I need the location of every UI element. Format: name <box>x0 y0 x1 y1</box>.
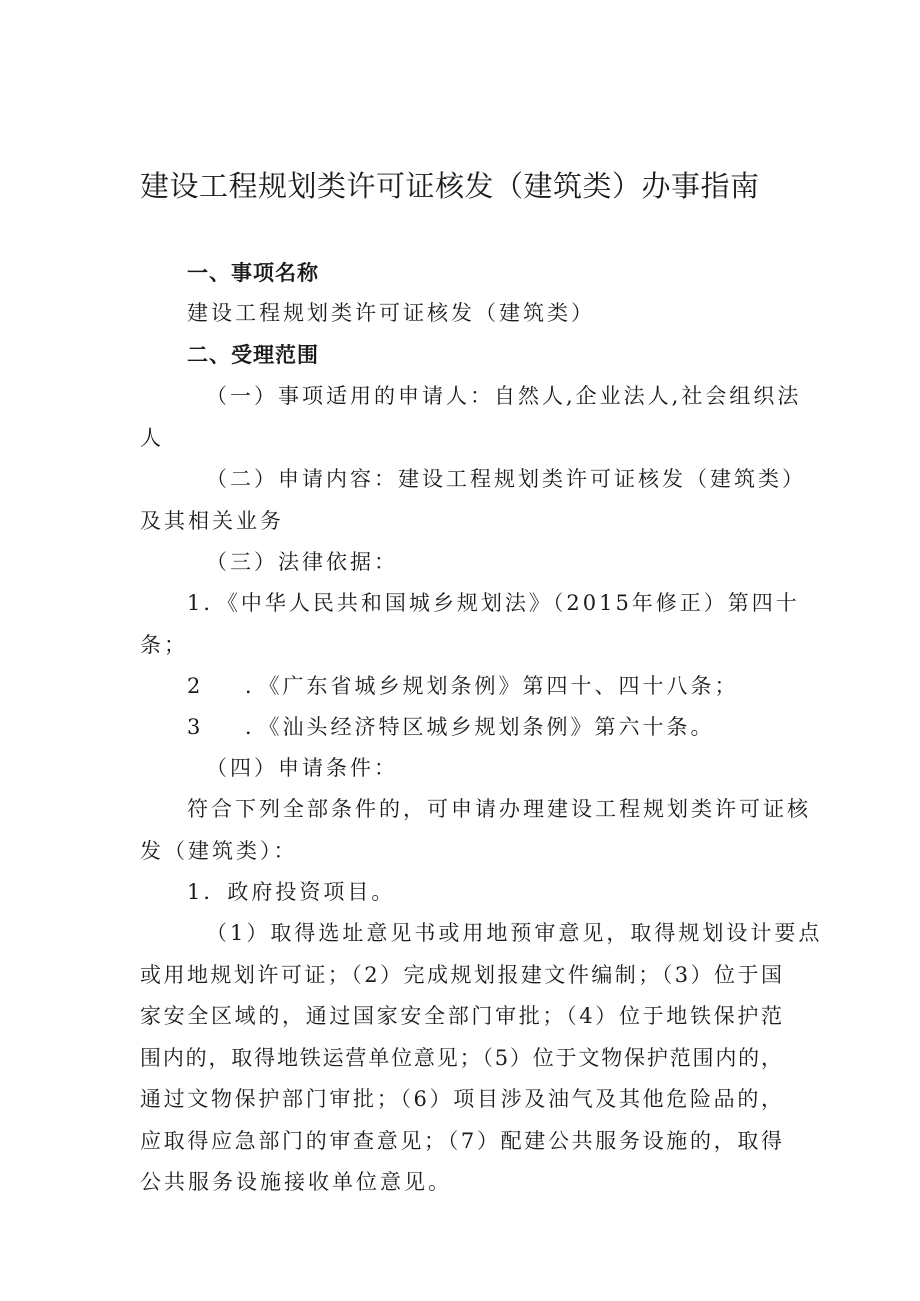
law-item-3 <box>187 712 715 742</box>
section-heading-scope: 二、受理范围 <box>187 343 319 367</box>
conditions-intro-line-2: 发（建筑类）： <box>140 839 298 863</box>
page-title: 建设工程规划类许可证核发（建筑类）办事指南 <box>140 169 760 203</box>
law-item-1-line-2: 条； <box>140 633 188 657</box>
conditions-list-line-5: 通过文物保护部门审批；（6）项目涉及油气及其他危险品的， <box>140 1087 782 1111</box>
conditions-list-line-1: （1）取得选址意见书或用地预审意见，取得规划设计要点 <box>206 921 823 945</box>
law-item-3-number: 3 <box>187 715 204 739</box>
law-item-1-line-1: 1．《中华人民共和国城乡规划法》（2015年修正）第四十 <box>187 591 800 615</box>
law-item-3-text: ．《汕头经济特区城乡规划条例》第六十条。 <box>245 715 715 739</box>
conditions-list-line-4: 围内的，取得地铁运营单位意见；（5）位于文物保护范围内的， <box>140 1046 782 1070</box>
conditions-list-line-6: 应取得应急部门的审查意见；（7）配建公共服务设施的，取得 <box>140 1129 782 1153</box>
applicant-paragraph-line-2: 人 <box>140 426 164 450</box>
applicant-paragraph-line-1: （一）事项适用的申请人：自然人,企业法人,社会组织法 <box>206 384 802 408</box>
law-item-2 <box>187 671 739 701</box>
section-heading-item-name: 一、事项名称 <box>187 261 319 285</box>
conditions-list-line-3: 家安全区域的，通过国家安全部门审批；（4）位于地铁保护范 <box>140 1004 782 1028</box>
conditions-label: （四）申请条件： <box>206 756 398 780</box>
content-paragraph-line-2: 及其相关业务 <box>140 509 284 533</box>
law-item-2-number: 2 <box>187 674 204 698</box>
conditions-list-line-2: 或用地规划许可证；（2）完成规划报建文件编制；（3）位于国 <box>140 963 782 987</box>
item-name-text: 建设工程规划类许可证核发（建筑类） <box>187 301 595 325</box>
legal-basis-label: （三）法律依据： <box>206 550 398 574</box>
government-investment-item: 1．政府投资项目。 <box>187 880 396 904</box>
conditions-list-line-7: 公共服务设施接收单位意见。 <box>140 1170 452 1194</box>
conditions-intro-line-1: 符合下列全部条件的，可申请办理建设工程规划类许可证核 <box>187 797 811 821</box>
content-paragraph-line-1: （二）申请内容：建设工程规划类许可证核发（建筑类） <box>206 467 806 491</box>
law-item-2-text: ．《广东省城乡规划条例》第四十、四十八条； <box>245 674 739 698</box>
